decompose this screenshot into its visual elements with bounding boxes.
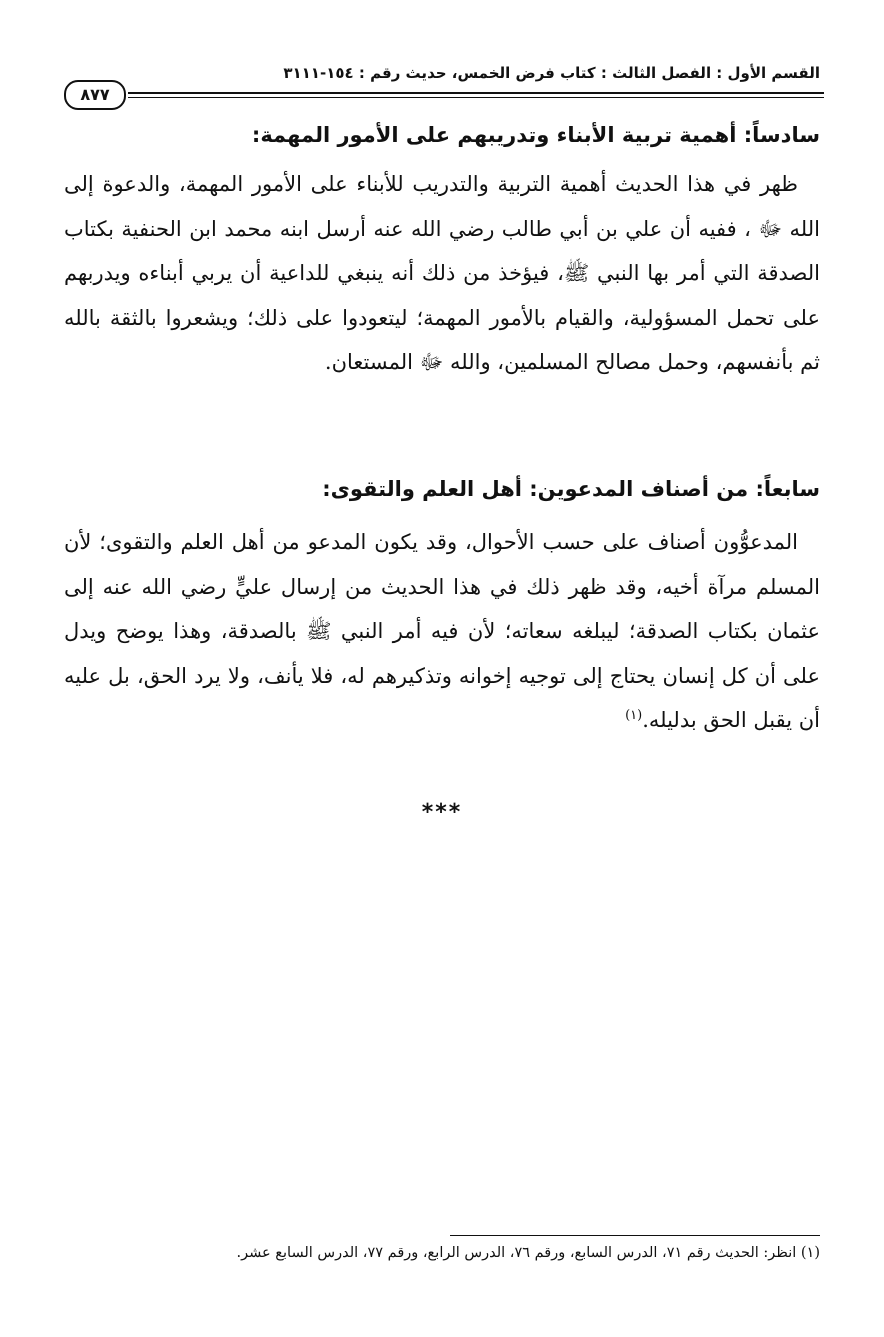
running-title: القسم الأول : الفصل الثالث : كتاب فرض الخمس، حديث رقم : ١٥٤-٣١١١ xyxy=(283,64,820,82)
paragraph-text: المدعوُّون أصناف على حسب الأحوال، وقد يكون المدعو من أهل العلم والتقوى؛ لأن المسلم مرآة أخيه، وقد ظهر ذلك في هذا الحديث من إرسال عليٍّ رضي الله عنه إلى عثمان بكتاب الصدقة؛ ليبلغه سعاته؛ لأن فيه أمر النبي ﷺ بالصدقة، وهذا يوضح ويدل على أن كل إنسان يحتاج إلى توجيه إخوانه وتذكيرهم له، فلا يأنف، ولا يرد الحق، بل عليه أن يقبل الحق بدليله. xyxy=(64,530,820,732)
section-heading: سادساً: أهمية تربية الأبناء وتدريبهم على الأمور المهمة: xyxy=(251,123,820,147)
section-paragraph: ظهر في هذا الحديث أهمية التربية والتدريب للأبناء على الأمور المهمة، والدعوة إلى الله ﷻ ، ففيه أن علي بن أبي طالب رضي الله عنه أرسل ابنه محمد ابن الحنفية بكتاب الصدقة التي أمر بها النبي ﷺ، فيؤخذ من ذلك أنه ينبغي للداعية أن يربي أبناءه ويدربهم على تحمل المسؤولية، والقيام بالأمور المهمة؛ ليتعودوا على ذلك؛ ويشعروا بالثقة بالله ثم بأنفسهم، وحمل مصالح المسلمين، والله ﷻ المستعان. xyxy=(64,172,820,374)
footnote-rule xyxy=(450,1235,820,1236)
section-paragraph xyxy=(64,520,820,743)
section-divider-stars: *** xyxy=(421,800,463,825)
section-sixth xyxy=(64,118,820,385)
footnote: (١) انظر: الحديث رقم ٧١، الدرس السابع، ورقم ٧٦، الدرس الرابع، ورقم ٧٧، الدرس السابع عشر. xyxy=(236,1245,820,1261)
header-rule xyxy=(128,92,824,94)
section-heading: سابعاً: من أصناف المدعوين: أهل العلم والتقوى: xyxy=(322,477,820,501)
header-rule-thin xyxy=(128,97,824,98)
page-number: ٨٧٧ xyxy=(64,80,126,110)
section-seventh xyxy=(64,472,820,743)
footnote-reference[interactable]: (١) xyxy=(625,708,643,723)
